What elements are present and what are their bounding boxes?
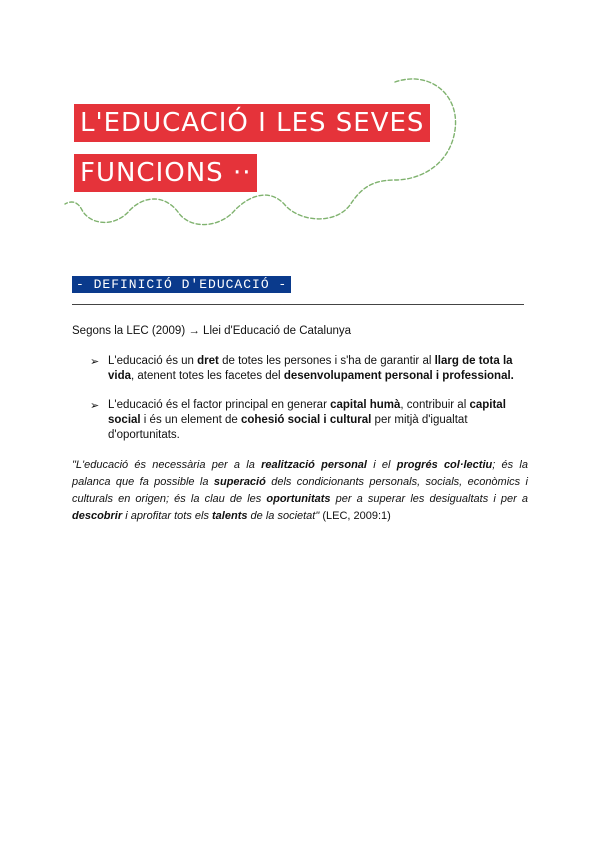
bullet-item-2 [90, 398, 536, 443]
section-heading: - DEFINICIÓ D'EDUCACIÓ - [72, 276, 291, 293]
arrow-bullet-icon: ➢ [90, 399, 100, 412]
lec-quote: "L'educació és necessària per a la realització personal i el progrés col·lectiu; és la palanca que fa possible la superació dels condicionants personals, socials, econòmics i culturals en origen; és la clau de les oportunitats per a superar les desigualtats i per a descobrir i aprofitar tots els talents de la societat" (LEC, 2009:1) [72, 459, 528, 522]
title-line-1: L'EDUCACIÓ I LES SEVES [74, 104, 430, 142]
quote-citation: (LEC, 2009:1) [319, 510, 391, 522]
title-line-2: FUNCIONS ·· [74, 154, 257, 192]
intro-text: Segons la LEC (2009) → Llei d'Educació de Catalunya [72, 325, 352, 337]
bullet-text: L'educació és el factor principal en generar capital humà, contribuir al capital social i és un element de cohesió social i cultural per mitjà d'igualtat d'oportunitats. [108, 399, 506, 441]
arrow-bullet-icon: ➢ [90, 355, 100, 368]
section-divider [72, 304, 524, 305]
bullet-item-1 [90, 354, 536, 384]
bullet-text: L'educació és un dret de totes les persones i s'ha de garantir al llarg de tota la vida, atenent totes les facetes del desenvolupament personal i professional. [108, 355, 514, 382]
